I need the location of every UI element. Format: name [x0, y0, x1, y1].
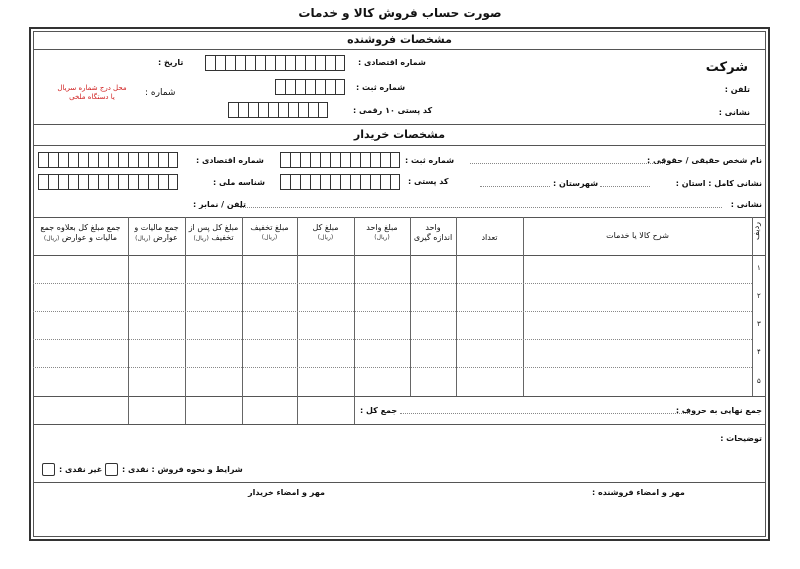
words-total-line[interactable]: [400, 413, 690, 414]
col-after-discount-header: مبلغ کل پس از تخفیف (ریال): [188, 223, 239, 242]
divider: [33, 482, 766, 483]
buyer-city-line[interactable]: [480, 186, 550, 187]
col-unit-header: واحد اندازه گیری: [413, 223, 453, 242]
seller-company: شرکت: [705, 60, 748, 75]
buyer-postal-label: کد پستی :: [408, 177, 449, 186]
col-line: [456, 217, 457, 396]
col-line: [185, 217, 186, 424]
row-number: ۴: [757, 348, 761, 356]
seller-postal-label: کد پستی ۱۰ رقمی :: [353, 106, 433, 115]
terms-label: شرایط و نحوه فروش : نقدی :: [122, 465, 243, 474]
buyer-economic-label: شماره اقتصادی :: [196, 156, 264, 165]
non-cash-checkbox[interactable]: [42, 463, 55, 476]
col-grand-header: جمع مبلغ کل بعلاوه جمع مالیات و عوارض (ریال): [40, 223, 121, 242]
serial-note: محل درج شماره سریال یا دستگاه ملخی: [57, 84, 127, 101]
col-unit-price-header: مبلغ واحد (ریال): [366, 223, 398, 241]
buyer-economic-boxes[interactable]: [38, 152, 178, 168]
buyer-city-label: شهرستان :: [553, 179, 599, 188]
buyer-national-id-label: شناسه ملی :: [213, 178, 265, 187]
seller-section-title: مشخصات فروشنده: [33, 31, 766, 50]
sum-bottom-border: [33, 424, 766, 425]
table-header-border: [33, 255, 766, 256]
seller-number-label: شماره :: [145, 88, 176, 98]
page-title: صورت حساب فروش کالا و خدمات: [298, 6, 502, 20]
seller-address-label: نشانی :: [718, 108, 750, 117]
col-line: [410, 217, 411, 396]
buyer-person-label: نام شخص حقیقی / حقوقی :: [647, 156, 762, 165]
row-number: ۱: [757, 264, 761, 272]
seller-phone-label: تلفن :: [724, 85, 750, 94]
buyer-full-address-label: نشانی کامل : استان :: [675, 179, 762, 188]
seller-date-label: تاریخ :: [158, 58, 184, 67]
buyer-national-id-boxes[interactable]: [38, 174, 178, 190]
buyer-address-line[interactable]: [240, 207, 722, 208]
notes-label: توضیحات :: [720, 434, 762, 443]
table-top-border: [33, 217, 766, 218]
row-number: ۲: [757, 292, 761, 300]
buyer-province-line[interactable]: [600, 186, 650, 187]
seller-reg-boxes[interactable]: [275, 79, 345, 95]
buyer-person-line[interactable]: [470, 163, 665, 164]
seller-economic-label: شماره اقتصادی :: [358, 58, 426, 67]
table-row[interactable]: [33, 339, 752, 340]
col-line: [523, 217, 524, 396]
buyer-phone-label: تلفن / نمابر :: [193, 200, 247, 209]
cash-checkbox[interactable]: [105, 463, 118, 476]
col-tax-header: جمع مالیات و عوارض (ریال): [134, 223, 179, 242]
table-row[interactable]: [33, 283, 752, 284]
non-cash-label: غیر نقدی :: [59, 465, 103, 474]
col-row-header: ردیف: [752, 222, 761, 240]
buyer-address-label: نشانی :: [730, 200, 762, 209]
words-total-label: جمع نهایی به حروف :: [675, 406, 762, 415]
col-line: [354, 217, 355, 424]
col-line: [242, 217, 243, 424]
col-total-header: مبلغ کل (ریال): [312, 223, 339, 241]
col-discount-header: مبلغ تخفیف (ریال): [250, 223, 289, 241]
seller-economic-boxes[interactable]: [205, 55, 345, 71]
seller-signature-label: مهر و امضاء فروشنده :: [592, 488, 685, 497]
table-bottom-border: [33, 396, 766, 397]
col-line: [297, 217, 298, 424]
seller-reg-label: شماره ثبت :: [356, 83, 406, 92]
sum-label: جمع کل :: [360, 406, 398, 415]
col-line: [128, 217, 129, 424]
col-line: [752, 217, 753, 396]
table-row[interactable]: [33, 311, 752, 312]
row-number: ۵: [757, 377, 761, 385]
col-qty-header: تعداد: [481, 233, 498, 242]
row-number: ۳: [757, 320, 761, 328]
buyer-section-title: مشخصات خریدار: [33, 125, 766, 146]
buyer-postal-boxes[interactable]: [280, 174, 400, 190]
buyer-reg-boxes[interactable]: [280, 152, 400, 168]
col-desc-header: شرح کالا یا خدمات: [606, 231, 669, 240]
buyer-signature-label: مهر و امضاء خریدار: [248, 488, 325, 497]
seller-postal-boxes[interactable]: [228, 102, 328, 118]
buyer-reg-label: شماره ثبت :: [405, 156, 455, 165]
table-row[interactable]: [33, 367, 752, 368]
